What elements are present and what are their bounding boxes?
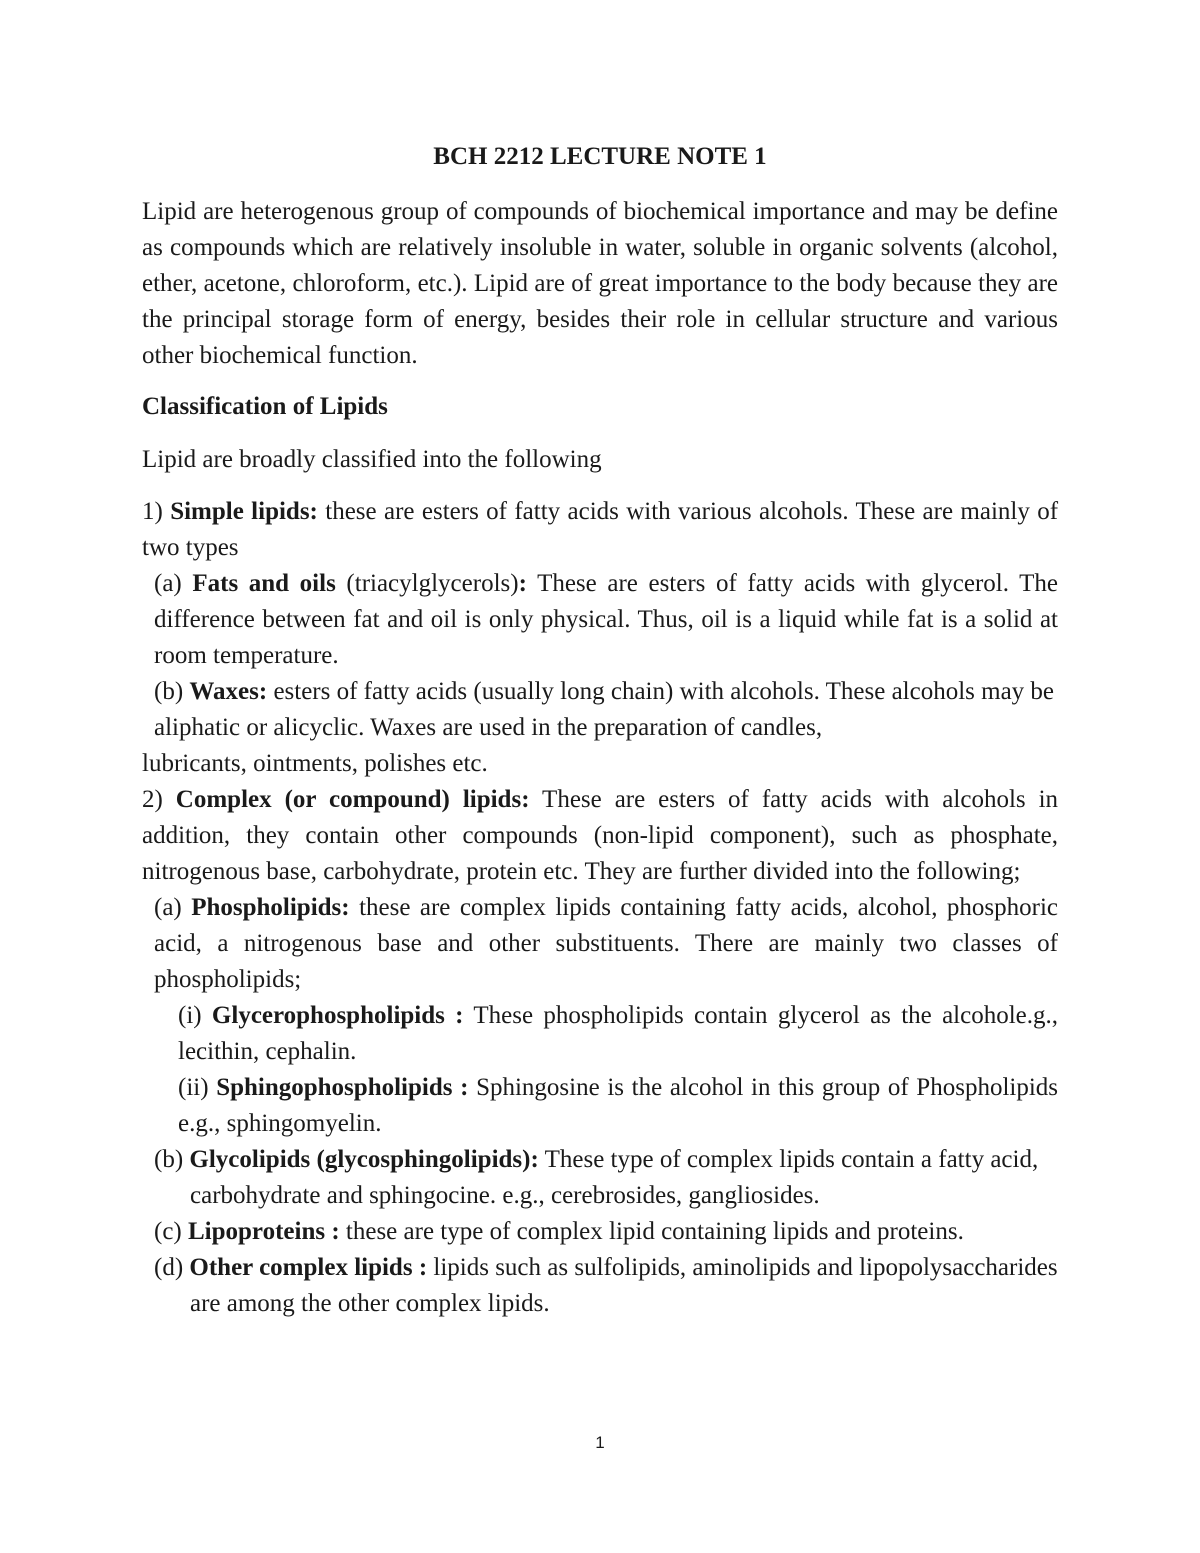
phospholipids-text: these are complex lipids containing fatty acids, alcohol, phosphoric acid, a nitrogenous base and other substituents. There are mainly two classes of phospholipids; <box>154 894 1059 993</box>
complex-lipids-term: Complex (or compound) lipids: <box>175 786 530 813</box>
broad-classification-line: Lipid are broadly classified into the following <box>142 446 602 473</box>
other-complex-lipids-item <box>142 1250 1058 1322</box>
sphingophospholipids-term: Sphingophospholipids : <box>216 1074 469 1101</box>
item-number: (a) <box>154 894 182 921</box>
intro-paragraph: Lipid are heterogenous group of compounds of biochemical importance and may be define as compounds which are relatively insoluble in water, soluble in organic solvents (alcohol, ether, acetone, chloroform, etc.). Lipid are of great importance to the body because they are the principal storage form of energy, besides their role in cellular structure and various other biochemical function. <box>142 198 1058 369</box>
waxes-item <box>142 674 1058 746</box>
waxes-term: Waxes: <box>189 678 268 705</box>
item-number: (d) <box>154 1254 184 1281</box>
simple-lipids-term: Simple lipids: <box>170 498 318 525</box>
waxes-text: esters of fatty acids (usually long chain) with alcohols. These alcohols may be aliphatic or alicyclic. Waxes are used in the preparation of candles, <box>154 678 1055 741</box>
complex-lipids-text: These are esters of fatty acids with alcohols in addition, they contain other compounds (non-lipid component), such as phosphate, nitrogenous base, carbohydrate, protein etc. They are further divided into the following; <box>142 786 1059 885</box>
waxes-item-continued <box>142 746 1058 782</box>
item-number: (ii) <box>178 1074 209 1101</box>
glycerophospholipids-text: These phospholipids contain glycerol as the alcohole.g., lecithin, cephalin. <box>178 1002 1058 1065</box>
complex-lipids-item <box>142 782 1058 890</box>
item-number: 2) <box>142 786 163 813</box>
fats-oils-colon: : <box>518 570 527 597</box>
sphingophospholipids-text: Sphingosine is the alcohol in this group of Phospholipids e.g., sphingomyelin. <box>178 1074 1059 1137</box>
classification-heading: Classification of Lipids <box>142 393 388 420</box>
fats-oils-text: These are esters of fatty acids with glycerol. The difference between fat and oil is only physical. Thus, oil is a liquid while fat is a solid at room temperature. <box>154 570 1058 669</box>
fats-oils-paren: (triacylglycerols) <box>346 570 519 597</box>
item-number: (b) <box>154 1146 184 1173</box>
waxes-text-2: lubricants, ointments, polishes etc. <box>142 750 488 777</box>
item-number: 1) <box>142 498 163 525</box>
simple-lipids-item <box>142 494 1058 566</box>
item-number: (c) <box>154 1218 182 1245</box>
lipoproteins-text: these are type of complex lipid containing lipids and proteins. <box>345 1218 964 1245</box>
item-number: (b) <box>154 678 184 705</box>
other-complex-lipids-term: Other complex lipids : <box>189 1254 428 1281</box>
sphingophospholipids-item <box>142 1070 1058 1142</box>
item-number: (a) <box>154 570 182 597</box>
document-title: BCH 2212 LECTURE NOTE 1 <box>433 143 767 170</box>
glycolipids-term: Glycolipids (glycosphingolipids): <box>189 1146 539 1173</box>
lipoproteins-item <box>142 1214 1058 1250</box>
phospholipids-term: Phospholipids: <box>191 894 350 921</box>
glycerophospholipids-term: Glycerophospholipids : <box>211 1002 464 1029</box>
glycolipids-item <box>142 1142 1058 1214</box>
simple-lipids-text: these are esters of fatty acids with various alcohols. These are mainly of two types <box>142 498 1059 561</box>
fats-oils-item <box>142 566 1058 674</box>
glycolipids-text: These type of complex lipids contain a fatty acid, carbohydrate and sphingocine. e.g., cerebrosides, gangliosides. <box>190 1146 1039 1209</box>
classification-list <box>142 494 1058 1322</box>
phospholipids-item <box>142 890 1058 998</box>
glycerophospholipids-item <box>142 998 1058 1070</box>
other-complex-lipids-text: lipids such as sulfolipids, aminolipids and lipopolysaccharides are among the other complex lipids. <box>190 1254 1058 1317</box>
lipoproteins-term: Lipoproteins : <box>188 1218 340 1245</box>
page-number: 1 <box>595 1433 605 1452</box>
fats-oils-term: Fats and oils <box>192 570 336 597</box>
item-number: (i) <box>178 1002 202 1029</box>
